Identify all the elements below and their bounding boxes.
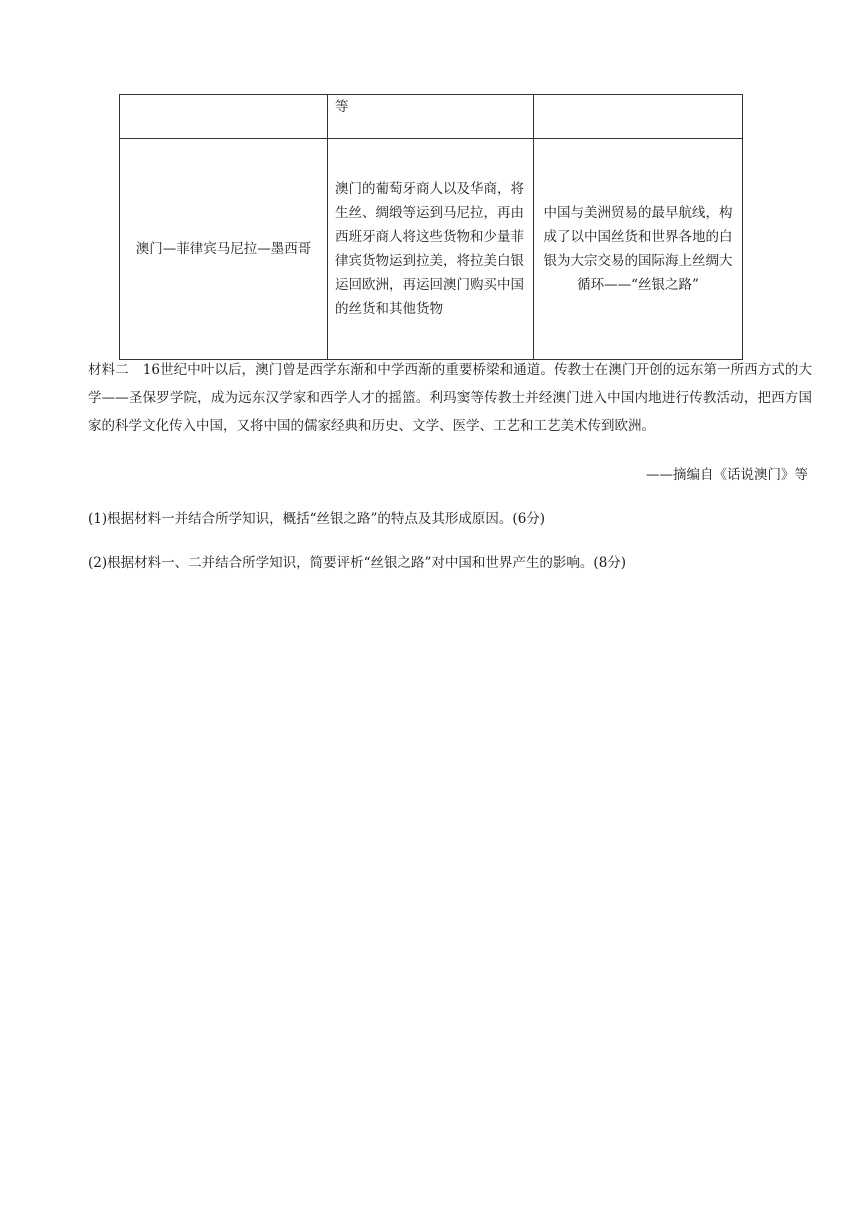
material-text: 16世纪中叶以后，澳门曾是西学东渐和中学西渐的重要桥梁和通道。传教士在澳门开创的远东第一所西方式的大学——圣保罗学院，成为远东汉学家和西学人才的摇篮。利玛窦等传教士并经澳门进入中国内地进行传教活动，把西方国家的科学文化传入中国，又将中国的儒家经典和历史、文学、医学、工艺和工艺美术传到欧洲。 <box>88 362 813 434</box>
question-1: (1)根据材料一并结合所学知识，概括“丝银之路”的特点及其形成原因。(6分) <box>88 511 546 527</box>
question-2: (2)根据材料一、二并结合所学知识，简要评析“丝银之路”对中国和世界产生的影响。(8分) <box>88 555 627 571</box>
source-citation: ——摘编自《话说澳门》等 <box>646 467 808 483</box>
table-cell-process: 澳门的葡萄牙商人以及华商，将生丝、绸缎等运到马尼拉，再由西班牙商人将这些货物和少量菲律宾货物运到拉美，将拉美白银运回欧洲，再运回澳门购买中国的丝货和其他货物 <box>328 139 534 360</box>
material-two-paragraph <box>88 356 812 440</box>
material-label: 材料二 <box>88 362 129 378</box>
table-row <box>120 95 743 139</box>
table-row <box>120 139 743 360</box>
route-table <box>119 94 743 360</box>
table-cell-route: 澳门—菲律宾马尼拉—墨西哥 <box>120 139 328 360</box>
table-cell-significance <box>534 95 743 139</box>
table-cell-significance: 中国与美洲贸易的最早航线，构成了以中国丝货和世界各地的白银为大宗交易的国际海上丝绸大循环——“丝银之路” <box>534 139 743 360</box>
table-cell-process: 等 <box>328 95 534 139</box>
table-cell-route <box>120 95 328 139</box>
